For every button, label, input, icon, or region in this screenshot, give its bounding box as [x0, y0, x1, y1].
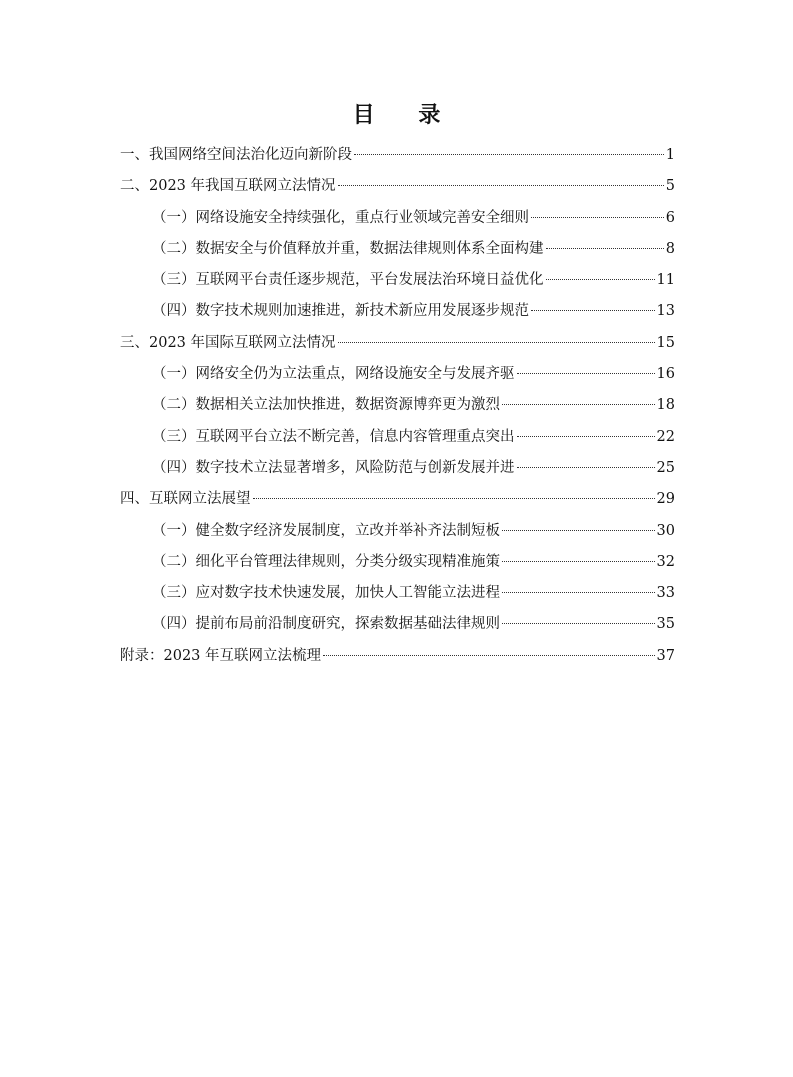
- toc-dot-leader: [517, 467, 655, 468]
- toc-entry[interactable]: [120, 268, 675, 299]
- toc-entry-title: （二）数据相关立法加快推进，数据资源博弈更为激烈: [152, 397, 500, 414]
- table-of-contents: [120, 143, 675, 675]
- toc-page-number: 15: [656, 334, 675, 351]
- toc-entry[interactable]: [120, 206, 675, 237]
- toc-entry-title: （三）互联网平台责任逐步规范，平台发展法治环境日益优化: [152, 272, 544, 289]
- toc-entry-title: （三）应对数字技术快速发展，加快人工智能立法进程: [152, 585, 500, 602]
- toc-page-number: 11: [656, 272, 675, 289]
- toc-entry-title: 二、2023 年我国互联网立法情况: [120, 178, 336, 195]
- toc-page-number: 13: [656, 303, 675, 320]
- toc-entry-title: （四）提前布局前沿制度研究，探索数据基础法律规则: [152, 616, 500, 633]
- toc-entry[interactable]: [120, 487, 675, 518]
- toc-page-number: 6: [665, 209, 675, 226]
- toc-entry[interactable]: [120, 237, 675, 268]
- toc-dot-leader: [517, 373, 655, 374]
- toc-page-number: 25: [656, 459, 675, 476]
- toc-dot-leader: [546, 248, 664, 249]
- toc-entry[interactable]: [120, 425, 675, 456]
- toc-dot-leader: [502, 623, 655, 624]
- toc-dot-leader: [502, 592, 655, 593]
- toc-dot-leader: [546, 279, 655, 280]
- toc-page-number: 16: [656, 366, 675, 383]
- toc-dot-leader: [531, 217, 664, 218]
- toc-page-number: 18: [656, 397, 675, 414]
- toc-entry[interactable]: [120, 581, 675, 612]
- toc-entry-title: 一、我国网络空间法治化迈向新阶段: [120, 147, 352, 163]
- toc-entry-title: （一）健全数字经济发展制度，立改并举补齐法制短板: [152, 522, 500, 539]
- toc-dot-leader: [323, 655, 655, 656]
- toc-entry-title: 三、2023 年国际互联网立法情况: [120, 334, 336, 351]
- toc-entry[interactable]: [120, 174, 675, 205]
- toc-entry-title: （四）数字技术立法显著增多，风险防范与创新发展并进: [152, 459, 515, 476]
- toc-entry[interactable]: [120, 550, 675, 581]
- toc-page-number: 1: [665, 147, 675, 163]
- toc-dot-leader: [338, 185, 664, 186]
- toc-entry[interactable]: [120, 362, 675, 393]
- toc-page-number: 30: [656, 522, 675, 539]
- toc-entry[interactable]: [120, 393, 675, 424]
- toc-dot-leader: [502, 404, 655, 405]
- toc-entry[interactable]: [120, 519, 675, 550]
- toc-dot-leader: [502, 561, 655, 562]
- toc-dot-leader: [338, 342, 655, 343]
- toc-dot-leader: [517, 436, 655, 437]
- toc-entry[interactable]: [120, 143, 675, 174]
- toc-dot-leader: [253, 498, 655, 499]
- toc-entry-title: （四）数字技术规则加速推进，新技术新应用发展逐步规范: [152, 303, 529, 320]
- toc-page-number: 5: [665, 178, 675, 195]
- page-title: 目 录: [352, 103, 459, 128]
- toc-entry-title: 附录：2023 年互联网立法梳理: [120, 647, 322, 664]
- toc-entry[interactable]: [120, 644, 675, 675]
- toc-page-number: 35: [656, 616, 675, 633]
- toc-entry-title: （三）互联网平台立法不断完善，信息内容管理重点突出: [152, 428, 515, 445]
- toc-dot-leader: [531, 310, 655, 311]
- toc-page-number: 22: [656, 428, 675, 445]
- toc-dot-leader: [502, 530, 655, 531]
- toc-entry-title: （一）网络安全仍为立法重点，网络设施安全与发展齐驱: [152, 366, 515, 383]
- toc-page-number: 8: [665, 240, 675, 257]
- toc-dot-leader: [354, 154, 664, 155]
- toc-page-number: 32: [656, 553, 675, 570]
- toc-entry-title: 四、互联网立法展望: [120, 491, 251, 508]
- toc-page-number: 29: [656, 491, 675, 508]
- toc-entry[interactable]: [120, 331, 675, 362]
- toc-entry-title: （二）细化平台管理法律规则，分类分级实现精准施策: [152, 553, 500, 570]
- toc-entry[interactable]: [120, 299, 675, 330]
- toc-entry[interactable]: [120, 612, 675, 643]
- toc-page-number: 33: [656, 585, 675, 602]
- toc-entry[interactable]: [120, 456, 675, 487]
- toc-page-number: 37: [656, 647, 675, 664]
- toc-entry-title: （一）网络设施安全持续强化，重点行业领域完善安全细则: [152, 209, 529, 226]
- toc-entry-title: （二）数据安全与价值释放并重，数据法律规则体系全面构建: [152, 240, 544, 257]
